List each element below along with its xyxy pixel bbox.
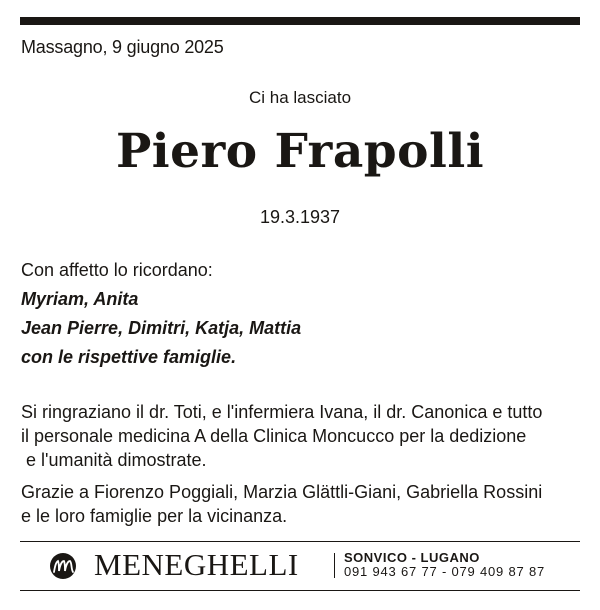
mourners-line: con le rispettive famiglie. <box>21 347 237 367</box>
thanks-paragraph-2 <box>21 480 581 528</box>
mourners-block <box>21 256 301 372</box>
mourners-line: Myriam, Anita <box>21 289 139 309</box>
agency-location: SONVICO - LUGANO <box>344 550 480 565</box>
thanks-line: e le loro famiglie per la vicinanza. <box>21 506 288 526</box>
top-rule <box>20 17 580 25</box>
deceased-name: Piero Frapolli <box>115 124 485 179</box>
mourners-lead: Con affetto lo ricordano: <box>21 260 213 280</box>
agency-phones: 091 943 67 77 - 079 409 87 87 <box>344 564 546 579</box>
place-date: Massagno, 9 giugno 2025 <box>21 37 224 57</box>
intro-text: Ci ha lasciato <box>248 88 352 107</box>
thanks-paragraph-1 <box>21 400 581 472</box>
footer-bottom-rule <box>20 590 580 591</box>
thanks-line: Grazie a Fiorenzo Poggiali, Marzia Glättli-Giani, Gabriella Rossini <box>21 482 543 502</box>
footer-top-rule <box>20 541 580 542</box>
mourners-line: Jean Pierre, Dimitri, Katja, Mattia <box>21 318 302 338</box>
thanks-block <box>21 400 581 528</box>
meneghelli-logo-icon <box>46 551 80 581</box>
thanks-line: e l'umanità dimostrate. <box>21 450 207 470</box>
footer-separator <box>334 553 335 578</box>
thanks-line: il personale medicina A della Clinica Moncucco per la dedizione <box>21 426 527 446</box>
agency-name: MENEGHELLI <box>94 547 299 582</box>
birth-date: 19.3.1937 <box>259 207 341 227</box>
thanks-line: Si ringraziano il dr. Toti, e l'infermiera Ivana, il dr. Canonica e tutto <box>21 402 543 422</box>
